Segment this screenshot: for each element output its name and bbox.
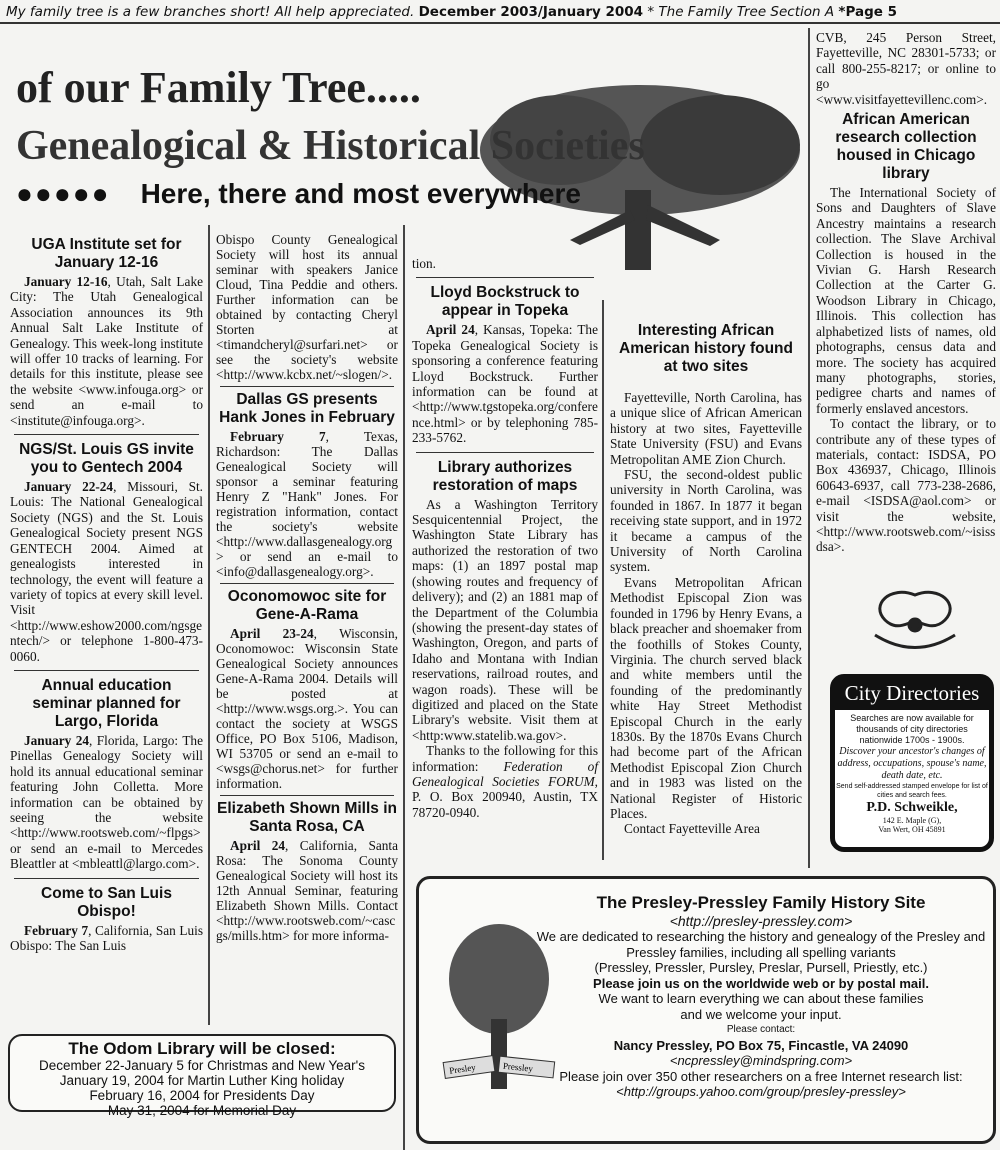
divider	[14, 434, 199, 435]
page-header	[0, 0, 1000, 24]
odom-library-notice	[8, 1034, 396, 1118]
ad-text: Send self-addressed stamped envelope for list of cities and search fees.	[836, 783, 988, 799]
header-slogan: My family tree is a few branches short! All help appreciated.	[6, 4, 415, 20]
bullet-dots: ●●●●●	[16, 178, 111, 209]
ad-text: and we welcome your input.	[680, 1006, 842, 1022]
ad-text: We want to learn everything we can about these families	[598, 991, 924, 1006]
header-page: *Page 5	[838, 4, 898, 20]
ad-name: P.D. Schweikle,	[866, 800, 958, 815]
article-title: Annual education seminar planned for Largo, Florida	[32, 676, 181, 730]
column-2	[216, 232, 398, 943]
article-body: Fayetteville, North Carolina, has a unique slice of African American history at two sites, Fayetteville State University (FSU) and Evans Metropolitan AME Zion Church.	[610, 390, 802, 467]
article-body: April 24, Kansas, Topeka: The Topeka Genealogical Society is sponsoring a conference featuring Lloyd Bockstruck. Further information can be found at <http://www.tgstopeka.org/conference.html> or by telephoning 785-233-5762.	[412, 322, 598, 446]
divider	[416, 277, 594, 278]
header-section: * The Family Tree Section A	[647, 4, 835, 20]
article-title: Lloyd Bockstruck to appear in Topeka	[430, 284, 580, 320]
divider	[14, 670, 199, 671]
article-body: February 7, Texas, Richardson: The Dallas Genealogical Society will sponsor a seminar featuring Henry Z "Hank" Jones. For registration information, contact the society's website <http://www.dallasgenealogy.org> or send an e-mail to <info@dallasgenealogy.org>.	[216, 429, 398, 579]
article-body: January 12-16, Utah, Salt Lake City: The Utah Genealogical Association announces its 9th Annual Salt Lake Institute of Genealogy. This week-long institute will offer 10 tracks of learning. For details for this institute, please see the website <www.infouga.org> or send an e-mail to <institute@infouga.org>.	[10, 274, 203, 428]
notice-line: January 19, 2004 for Martin Luther King holiday	[59, 1073, 345, 1088]
ad-text: Discover your ancestor's changes of address, occupations, spouse's name, death date, etc.	[837, 746, 987, 781]
divider	[220, 386, 394, 387]
divider	[220, 583, 394, 584]
article-body: April 23-24, Wisconsin, Oconomowoc: Wisconsin State Genealogical Society announces Gene-A-Rama 2004. Details will be posted at <http://www.wsgs.org.>. You can contact the society at WSGS Office, PO Box 5106, Madison, WI 53705 or send an e-mail to <wsgs@chorus.net> for further information.	[216, 626, 398, 791]
article-body: To contact the library, or to contribute any of these types of materials, contact: ISDSA, PO Box 436937, Chicago, Illinois 60643-6937, call 773-238-2686, e-mail <ISDSA@aol.com> or visit the website, <http://www.rootsweb.com/~isissdsa>.	[816, 416, 996, 555]
ad-text: (Pressley, Pressler, Pursley, Preslar, Pursell, Priestly, etc.)	[594, 960, 928, 975]
article-title: African American research collection housed in Chicago library	[835, 111, 977, 183]
presley-ad	[416, 876, 996, 1144]
tree-illustration	[470, 80, 810, 270]
divider	[416, 452, 594, 453]
column-4	[610, 318, 802, 837]
notice-line: February 16, 2004 for Presidents Day	[89, 1088, 315, 1103]
notice-title: The Odom Library will be closed:	[68, 1039, 336, 1058]
svg-text:Presley: Presley	[448, 1062, 477, 1076]
article-body: January 22-24, Missouri, St. Louis: The National Genealogical Society (NGS) and the St. Louis Genealogical Society present NGS GENTECH 2004. Aimed at genealogists interested in technology, the event will feature a variety of topics at every skill level. Visit <http://www.eshow2000.com/ngsgentech/> or telephone 1-800-473-0060.	[10, 479, 203, 664]
article-body: The International Society of Sons and Daughters of Slave Ancestry maintains a research collection. The Slave Archival Collection is housed in the Vivian G. Harsh Research Collection at the Carter G. Woodson Library in Chicago, Illinois. This collection has alphabetized lists of names, old photographs, census data and more. The society has acquired many photographs, stories, pedigree charts and names of formerly enslaved ancestors.	[816, 185, 996, 416]
title-line-1: of our Family Tree.....	[16, 63, 421, 112]
title-line-2: Genealogical & Historical Societies	[16, 123, 645, 169]
ad-text: Please join over 350 other researchers on a free Internet research list:	[559, 1068, 963, 1084]
ad-title: The Presley-Pressley Family History Site	[596, 893, 926, 912]
contact-name: Nancy Pressley, PO Box 75, Fincastle, VA 24090	[613, 1037, 909, 1053]
header-date: December 2003/January 2004	[418, 4, 644, 20]
column-3	[412, 256, 598, 820]
website-link[interactable]: <http://presley-pressley.com>	[669, 912, 853, 929]
article-body: January 24, Florida, Largo: The Pinellas Genealogy Society will hold its annual educational seminar featuring John Colletta. More information can be obtained by seeing the website <http://www.rootsweb.com/~flpgs> or send an e-mail to Mercedes Bleattler at <mbleattl@largo.com>.	[10, 732, 203, 872]
divider	[14, 878, 199, 879]
article-title: Library authorizes restoration of maps	[432, 458, 578, 494]
article-body: Evans Metropolitan African Methodist Episcopal Zion was founded in 1796 by Henry Evans, a black preacher and shoemaker from the foothills of Stokes County, Virginia. The church served black and white members until the founding of the predominantly white Hay Street Methodist Episcopal Church in the early 1830s. By the 1870s Evans Church had become part of the African Methodist Episcopal Zion Church and in 1983 was listed on the National Register of Historic Places.	[610, 574, 802, 821]
notice-line: May 31, 2004 for Memorial Day	[107, 1103, 297, 1118]
divider	[220, 795, 394, 796]
article-continuation: Obispo County Genealogical Society will host its annual seminar with speakers Janice Cloud, Tina Peddie and others. Further information can be obtained by contacting Cheryl Storten at <timandcheryl@surfari.net> or see the society's website <http://www.kcbx.net/~slogen/>.	[216, 232, 398, 382]
subtitle: Here, there and most everywhere	[140, 178, 581, 209]
svg-text:Pressley: Pressley	[502, 1060, 534, 1074]
article-body: FSU, the second-oldest public university in North Carolina, was founded in 1867. In 1877 it began receiving state support, and in 1972 it became a campus of the University of North Carolina system.	[610, 467, 802, 575]
article-body: February 7, California, San Luis Obispo: The San Luis	[10, 922, 203, 953]
ad-text: Searches are now available for thousands of city directories nationwide 1700s - 1900s.	[850, 713, 974, 745]
column-divider	[602, 300, 604, 860]
column-1	[10, 232, 203, 953]
ad-text: We are dedicated to researching the history and genealogy of the Presley and Pressley families, including all spelling variants	[536, 929, 986, 960]
column-divider	[403, 225, 405, 1150]
city-directories-ad	[830, 674, 994, 852]
article-title: Dallas GS presents Hank Jones in February	[219, 391, 395, 426]
ad-address: 142 E. Maple (G),	[882, 816, 942, 825]
notice-line: December 22-January 5 for Christmas and New Year's	[39, 1058, 365, 1073]
column-5	[816, 30, 996, 555]
group-link[interactable]: <http://groups.yahoo.com/group/presley-pressley>	[616, 1084, 906, 1099]
title-line-3	[16, 178, 581, 210]
article-body: April 24, California, Santa Rosa: The Sonoma County Genealogical Society will host its 12th Annual Seminar, featuring Elizabeth Shown Mills. Contact <http://www.rootsweb.com/~cascgs/mills.htm> for more informa-	[216, 838, 398, 943]
article-continuation: CVB, 245 Person Street, Fayetteville, NC 28301-5733; or call 800-255-8217; or online to go <www.visitfayettevillenc.com>.	[816, 30, 996, 107]
article-title: Come to San Luis Obispo!	[41, 884, 172, 920]
article-title: Oconomowoc site for Gene-A-Rama	[227, 588, 387, 623]
ornament-icon	[860, 585, 970, 660]
article-body: As a Washington Territory Sesquicentennial Project, the Washington State Library has authorized the restoration of two maps: (1) an 1897 postal map (showing routes and frequency of delivery); and (2) an 1881 map of the Department of the Columbia (showing the present-day states of Washington, Oregon, and parts of Idaho and Montana with Indian reservations, railroad routes, and wagon roads). These will be digitized and placed on the State Library's website. Visit them at <http:www.statelib.wa.gov>.	[412, 496, 598, 743]
ad-title: City Directories	[835, 679, 989, 710]
column-divider	[808, 28, 810, 868]
tree-sign-illustration	[439, 919, 559, 1099]
article-title: Elizabeth Shown Mills in Santa Rosa, CA	[217, 800, 397, 835]
article-title: UGA Institute set for January 12-16	[31, 236, 182, 271]
ad-text: Please join us on the worldwide web or by postal mail.	[593, 975, 929, 991]
article-continuation: tion.	[412, 256, 437, 271]
article-title: NGS/St. Louis GS invite you to Gentech 2004	[19, 441, 194, 477]
article-body: Thanks to the following for this information: Federation of Genealogical Societies FORUM, P. O. Box 200940, Austin, TX 78720-0940.	[412, 743, 599, 820]
article-title: Interesting African American history found at two sites	[619, 322, 793, 375]
article-body: Contact Fayetteville Area	[624, 821, 760, 837]
ad-address: Van Wert, OH 45891	[878, 825, 946, 834]
email-link[interactable]: <ncpressley@mindspring.com>	[669, 1053, 853, 1068]
column-divider	[208, 225, 210, 1025]
ad-text: Please contact:	[726, 1024, 796, 1035]
